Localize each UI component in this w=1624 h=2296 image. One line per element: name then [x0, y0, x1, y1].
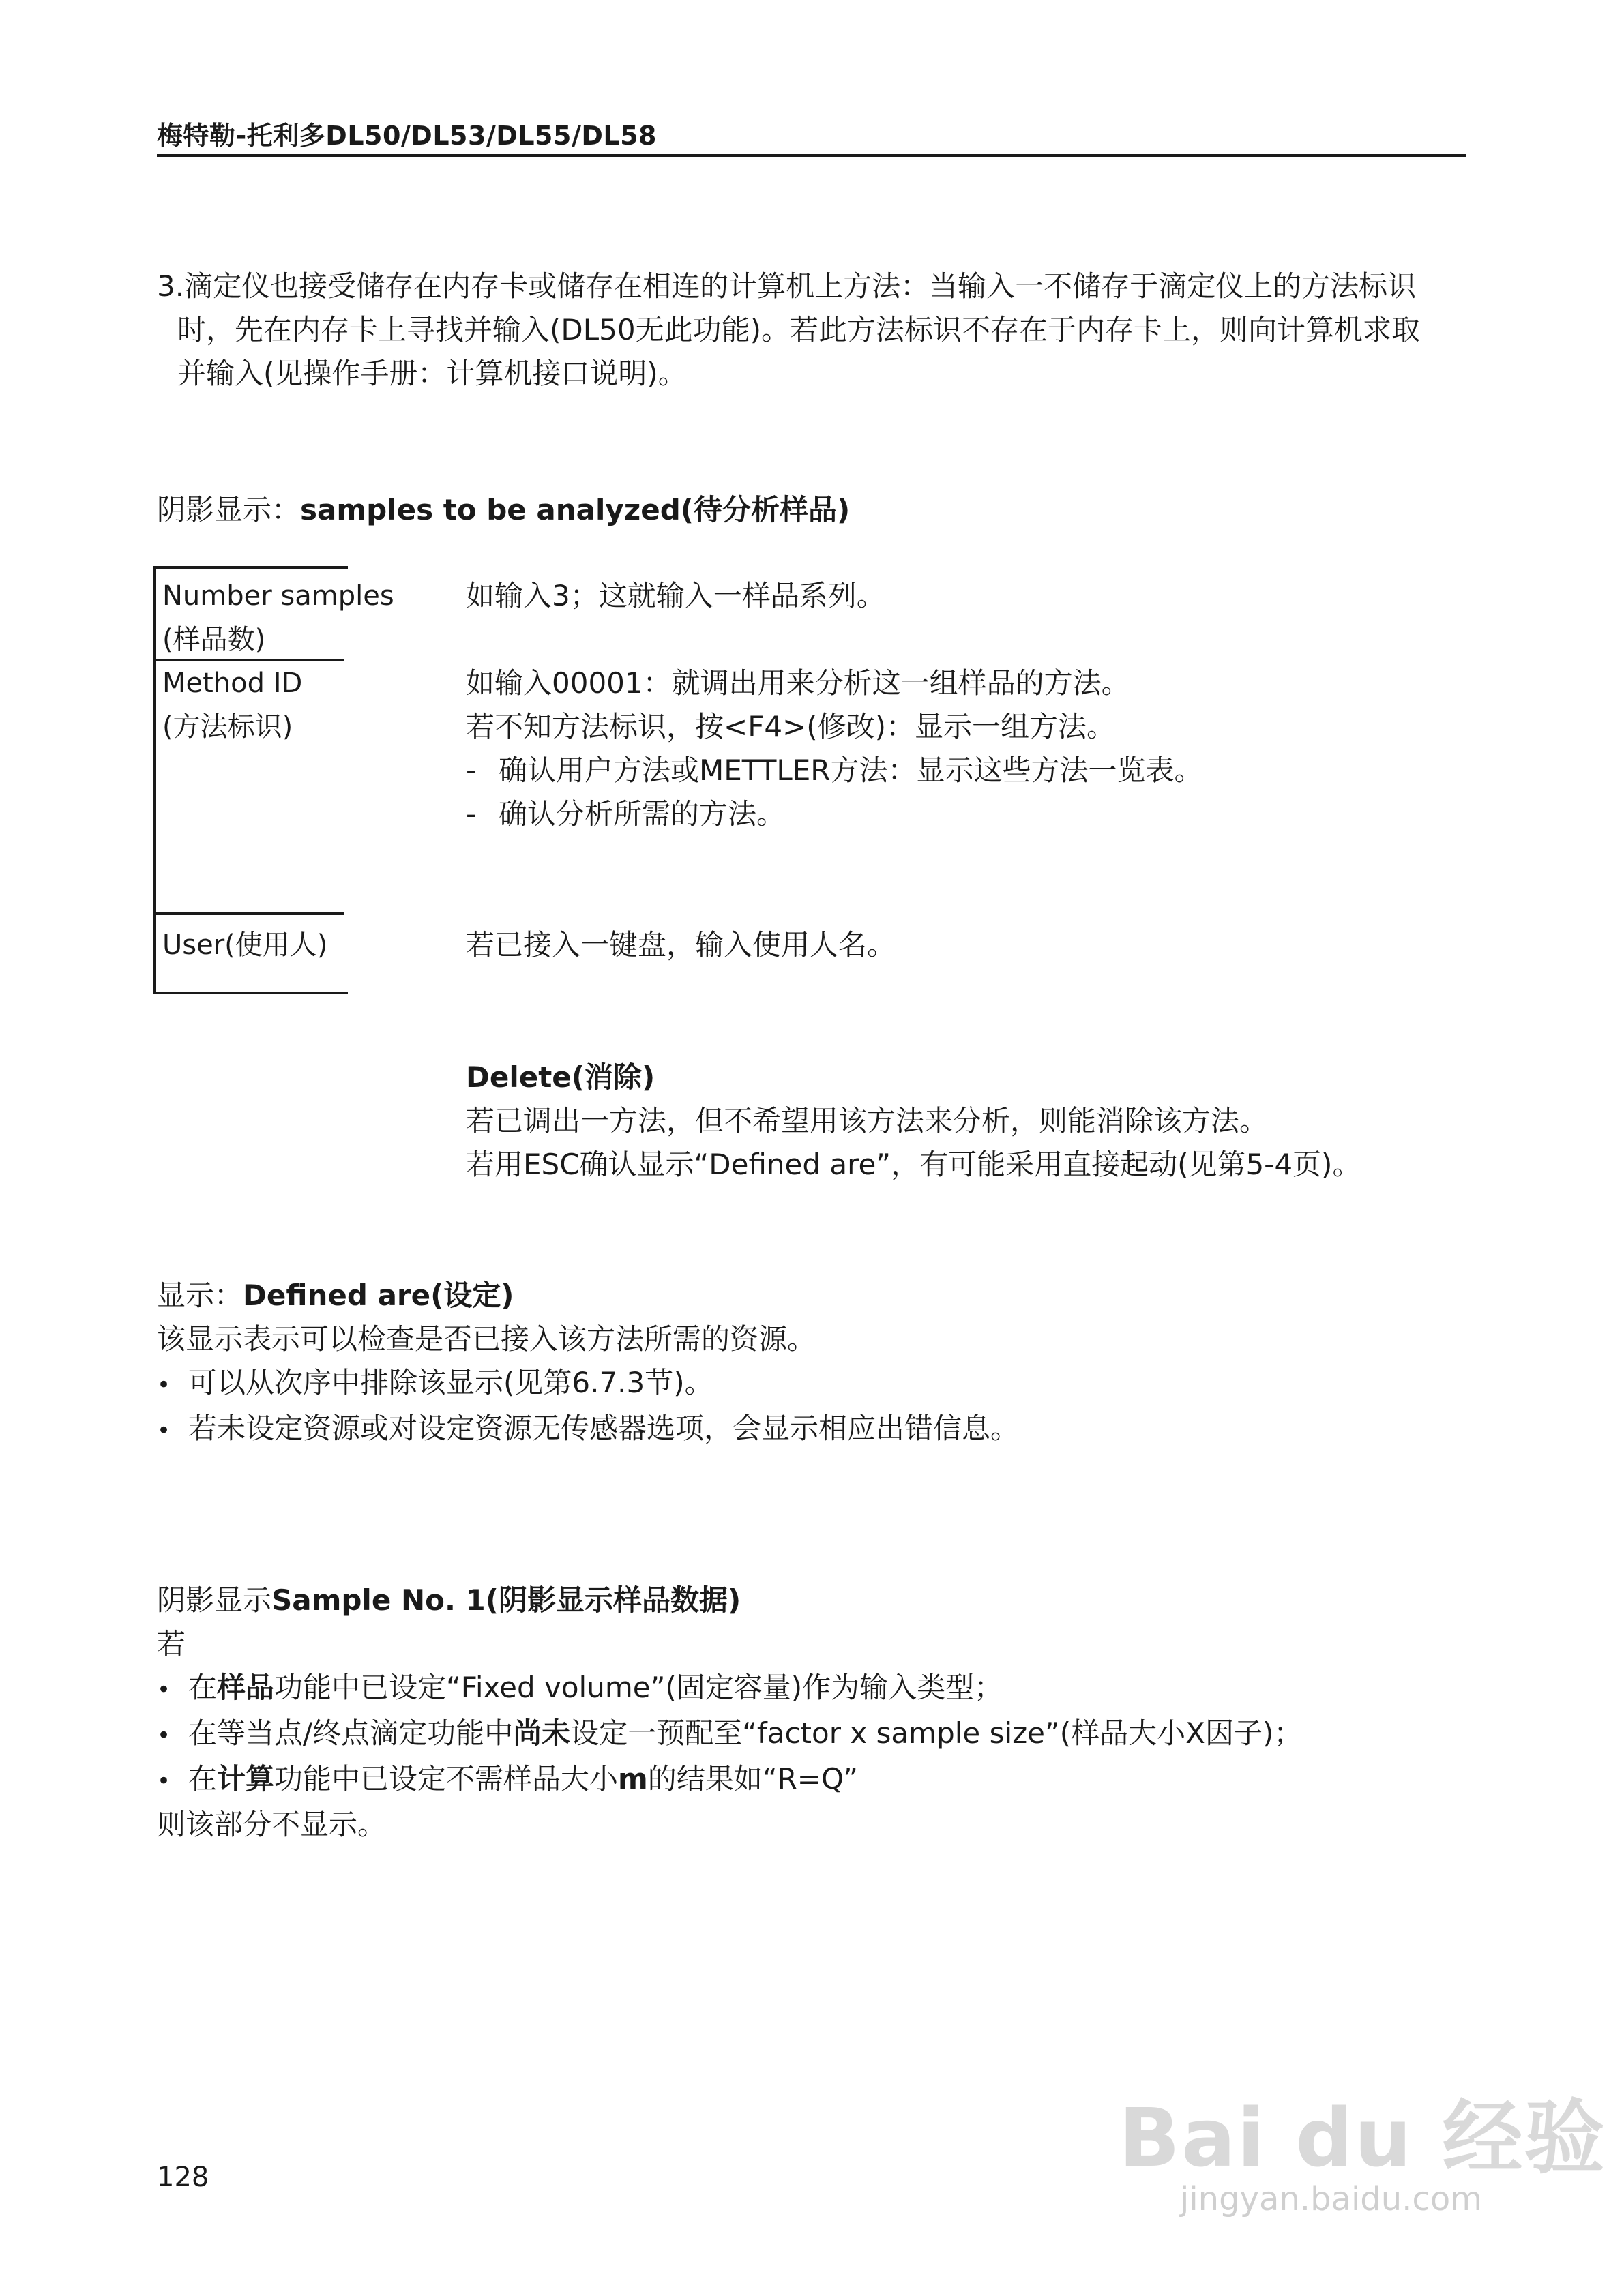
field-box-left-border — [153, 566, 156, 994]
sample-no-tail: 则该部分不显示。 — [157, 1808, 387, 1841]
field-desc-user: 若已接入一键盘，输入使用人名。 — [466, 928, 896, 961]
section-heading-samples — [157, 488, 850, 532]
dash-icon: - — [466, 797, 477, 831]
watermark-url: jingyan.baidu.com — [1180, 2180, 1482, 2218]
paragraph-3 — [157, 265, 1420, 396]
defined-item-2: • 若未设定资源或对设定资源无传感器选项，会显示相应出错信息。 — [157, 1407, 1019, 1452]
sample-no-section — [157, 1579, 1302, 1847]
bullet-icon: • — [157, 1722, 171, 1749]
delete-line-1: 若已调出一方法，但不希望用该方法来分析，则能消除该方法。 — [466, 1104, 1269, 1137]
sample-no-heading: 阴影显示Sample No. 1(阴影显示样品数据) — [157, 1583, 741, 1617]
paragraph-3-line-1: 3.滴定仪也接受储存在内存卡或储存在相连的计算机上方法：当输入一不储存于滴定仪上的方法标识 — [157, 269, 1417, 303]
field-desc-method-id: 如输入00001：就调出用来分析这一组样品的方法。 若不知方法标识，按<F4>(修改)：显示一组方法。 - 确认用户方法或METTLER方法：显示这些方法一览表。 - 确认分析所需的方法。 — [466, 661, 1202, 836]
field-label-number-samples: Number samples (样品数) — [162, 580, 394, 655]
running-header: 梅特勒-托利多DL50/DL53/DL55/DL58 — [157, 121, 657, 151]
watermark-brand: Bai du 经验 — [1119, 2091, 1606, 2185]
delete-section — [466, 1056, 1361, 1187]
bullet-icon: • — [157, 1676, 171, 1703]
paragraph-3-line-3: 并输入(见操作手册：计算机接口说明)。 — [177, 357, 687, 390]
sample-no-if: 若 — [157, 1627, 186, 1660]
bullet-icon: • — [157, 1417, 171, 1444]
bullet-icon: • — [157, 1371, 171, 1399]
paragraph-3-line-2: 时，先在内存卡上寻找并输入(DL50无此功能)。若此方法标识不存在于内存卡上，则向计算机求取 — [177, 313, 1420, 346]
field-label-user: User(使用人) — [162, 929, 328, 961]
page-number: 128 — [157, 2162, 209, 2193]
field-box-bottom-border — [153, 992, 348, 994]
method-id-bullet-2: - 确认分析所需的方法。 — [466, 792, 1202, 836]
field-desc-number-samples: 如输入3；这就输入一样品系列。 — [466, 579, 885, 612]
section-prefix: 阴影显示： — [157, 493, 301, 526]
delete-title: Delete(消除) — [466, 1060, 655, 1094]
delete-line-2: 若用ESC确认显示“Defined are”，有可能采用直接起动(见第5-4页)。 — [466, 1148, 1361, 1181]
sample-no-item-2: • 在等当点/终点滴定功能中尚未设定一预配至“factor x sample size”(样品大小X因子)； — [157, 1712, 1302, 1757]
header-rule — [157, 154, 1466, 157]
defined-line-1: 该显示表示可以检查是否已接入该方法所需的资源。 — [157, 1322, 816, 1356]
field-label-method-id: Method ID (方法标识) — [162, 668, 303, 743]
baidu-watermark — [1119, 2091, 1606, 2220]
sample-no-item-1: • 在样品功能中已设定“Fixed volume”(固定容量)作为输入类型； — [157, 1666, 1302, 1712]
dash-icon: - — [466, 754, 477, 787]
sample-no-item-3: • 在计算功能中已设定不需样品大小m的结果如“R=Q” — [157, 1757, 1302, 1803]
method-id-bullet-1: - 确认用户方法或METTLER方法：显示这些方法一览表。 — [466, 749, 1202, 792]
field-divider-2 — [153, 912, 344, 915]
bullet-icon: • — [157, 1768, 171, 1795]
defined-heading: 显示：Defined are(设定) — [157, 1279, 514, 1312]
defined-section — [157, 1274, 1019, 1452]
defined-item-1: • 可以从次序中排除该显示(见第6.7.3节)。 — [157, 1361, 1019, 1407]
section-title: samples to be analyzed(待分析样品) — [300, 493, 851, 526]
field-box-top-border — [153, 566, 348, 569]
